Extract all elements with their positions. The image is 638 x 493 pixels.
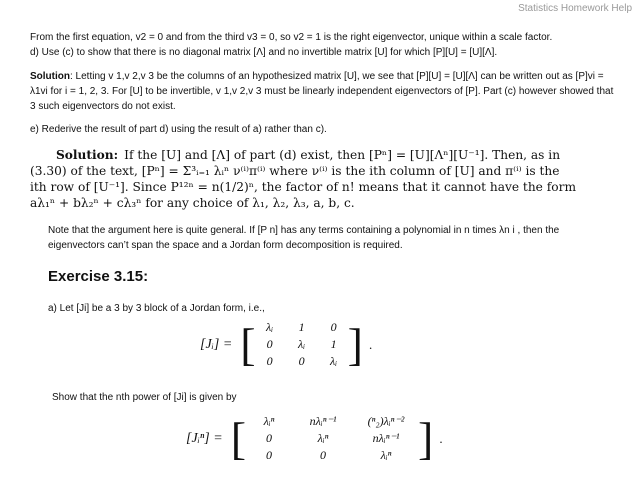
matrix-cell: 0	[266, 431, 273, 445]
jordan-power-matrix-lhs: [Jᵢⁿ] =	[186, 430, 223, 446]
matrix-cell: λᵢ	[298, 337, 306, 351]
jordan-power-matrix-body	[186, 414, 443, 463]
matrix-cell: nλᵢⁿ⁻¹	[309, 414, 337, 428]
solution2-line-3: ith row of [U⁻¹]. Since P¹²ⁿ = n(1/2)ⁿ, the factor of n! means that it cannot have the form	[30, 180, 576, 194]
right-bracket: ]	[418, 412, 434, 464]
part-e-text: e) Rederive the result of part d) using the result of a) rather than c).	[30, 124, 327, 135]
solution2-line-4: aλ₁ⁿ + bλ₂ⁿ + cλ₃ⁿ for any choice of λ₁, λ₂, λ₃, a, b, c.	[30, 196, 355, 210]
header-title: Statistics Homework Help	[518, 3, 632, 14]
jordan-power-matrix	[186, 414, 443, 463]
jordan-matrix-lhs: [Jᵢ] =	[200, 336, 233, 352]
matrix-cell: λᵢⁿ	[380, 448, 392, 462]
matrix-cell: λᵢⁿ	[317, 431, 329, 445]
matrix-cell: (ⁿ₂)λᵢⁿ⁻²	[367, 414, 405, 428]
matrix-cell: λᵢ	[330, 354, 338, 368]
matrix-cell: 1	[298, 320, 305, 334]
matrix-period: .	[439, 430, 443, 446]
matrix-cell: 0	[298, 354, 305, 368]
solution2-label: Solution:	[56, 148, 119, 162]
solution2-line-1	[30, 148, 560, 164]
solution2-line-2: (3.30) of the text, [Pⁿ] = Σ³ᵢ₌₁ λᵢⁿ ν⁽ⁱ⁾π⁽ⁱ⁾ where ν⁽ⁱ⁾ is the ith column of [U] and π⁽ⁱ⁾ is the	[30, 164, 560, 178]
matrix-cell: 0	[266, 448, 273, 462]
left-bracket: [	[230, 412, 247, 464]
matrix-cell: λᵢⁿ	[263, 414, 275, 428]
matrix-cell: λᵢ	[266, 320, 274, 334]
intro-line-2: d) Use (c) to show that there is no diagonal matrix [Λ] and no invertible matrix [U] for which [P][U] = [U][Λ].	[30, 47, 498, 58]
intro-line-1: From the first equation, v2 = 0 and from the third v3 = 0, so v2 = 1 is the right eigenvector, unique within a scale factor.	[30, 32, 553, 43]
solution2-text-1: If the [U] and [Λ] of part (d) exist, then [Pⁿ] = [U][Λⁿ][U⁻¹]. Then, as in	[124, 148, 561, 162]
exercise-title: Exercise 3.15:	[48, 268, 149, 285]
note-text: Note that the argument here is quite general. If [P n] has any terms containing a polynomial in n times λn i , then the eigenvectors can’t span the space and a Jordan form decomposition is required.	[48, 225, 560, 251]
left-bracket: [	[240, 318, 256, 370]
jordan-matrix	[200, 320, 372, 369]
matrix-cell: nλᵢⁿ⁻¹	[372, 431, 400, 445]
matrix-cell: 0	[266, 337, 273, 351]
matrix-cell: 0	[330, 320, 337, 334]
matrix-period: .	[368, 336, 373, 352]
exercise-show-text: Show that the nth power of [Ji] is given by	[52, 392, 237, 403]
solution-paragraph	[30, 69, 620, 114]
jordan-matrix-cells	[256, 320, 348, 369]
exercise-part-a: a) Let [Ji] be a 3 by 3 block of a Jordan form, i.e.,	[48, 303, 265, 314]
solution-label: Solution	[30, 71, 70, 82]
matrix-cell: 0	[320, 448, 327, 462]
matrix-cell: 1	[330, 337, 337, 351]
jordan-power-matrix-cells	[246, 414, 418, 463]
jordan-matrix-body	[200, 320, 372, 369]
solution-text: : Letting v 1,v 2,v 3 be the columns of an hypothesized matrix [U], we see that [P][U] = [U][Λ] can be written out as [P]vi = λ1vi for i = 1, 2, 3. For [U] to be invertible, v 1,v 2,v 3 must be linearly independent eigenvectors of [P]. Part (c) however showed that 3 such eigenvectors do not exist.	[30, 71, 614, 112]
matrix-cell: 0	[266, 354, 273, 368]
right-bracket: ]	[347, 318, 363, 370]
